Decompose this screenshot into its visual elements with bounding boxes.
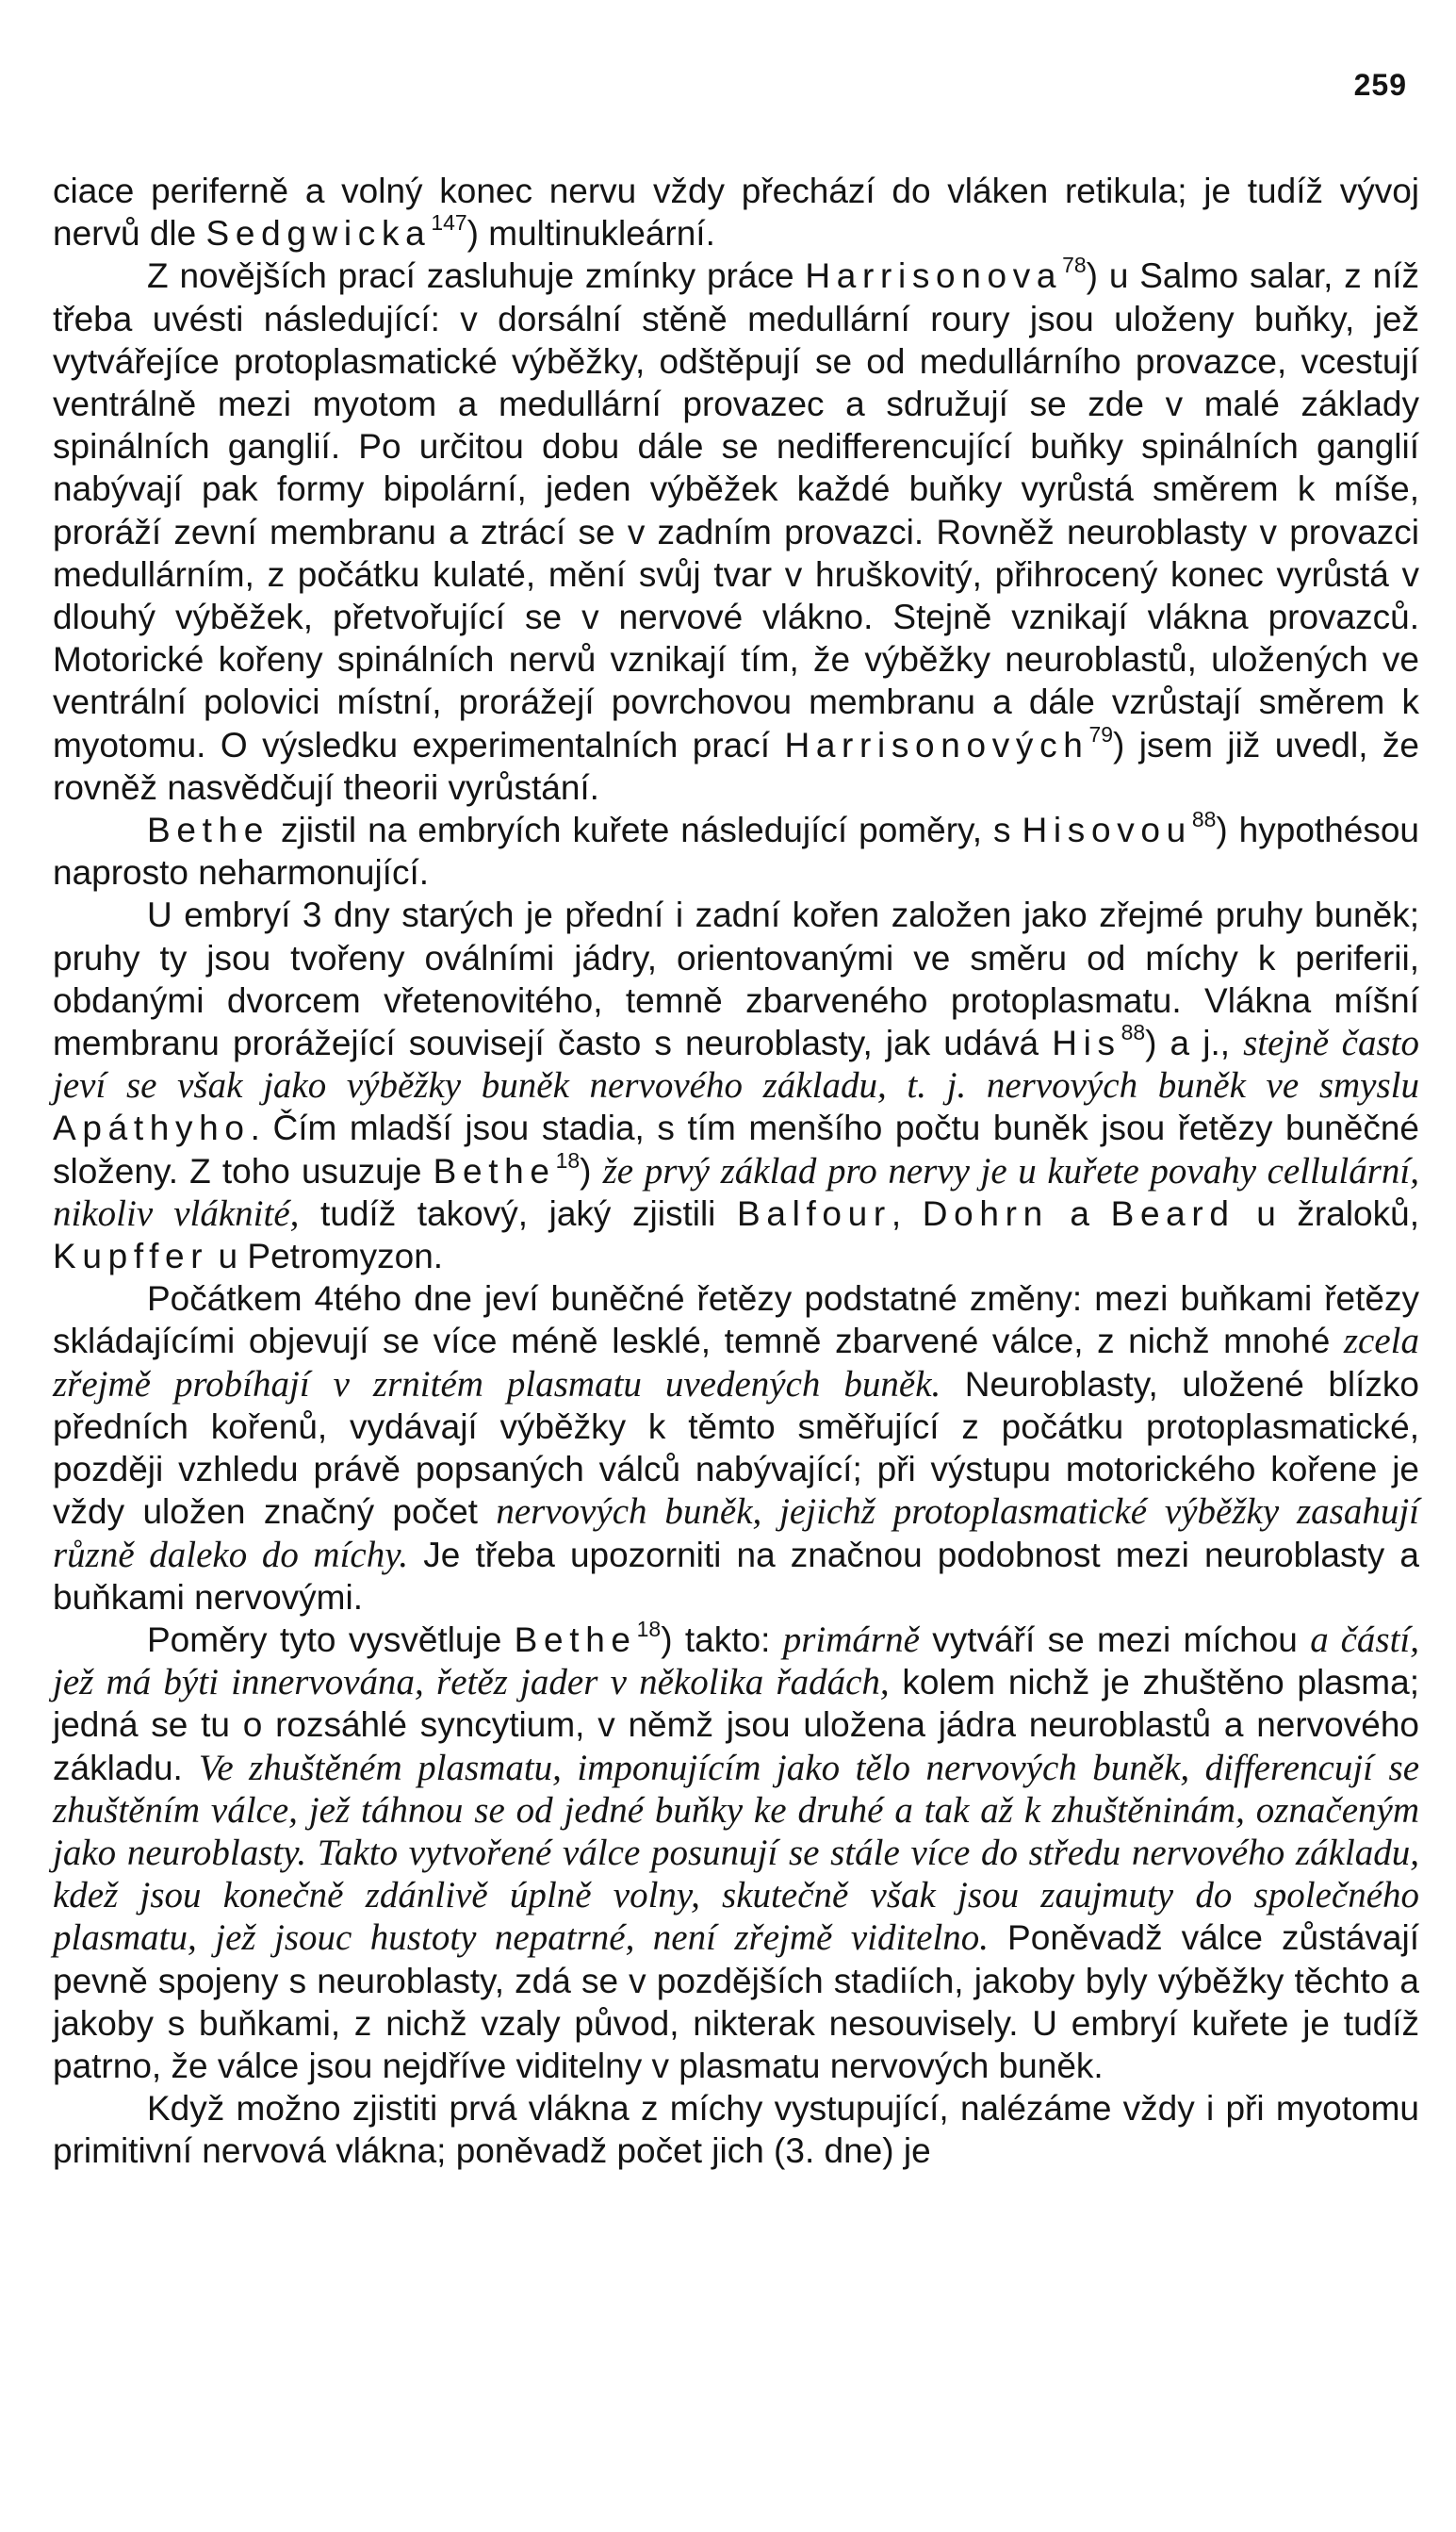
text-run: Z novějších prací zasluhuje zmínky práce	[147, 256, 806, 296]
author-name: Dohrn	[922, 1193, 1049, 1233]
text-run: ) jsem již uvedl, že rovněž nasvědčují theorii vyrůstání.	[53, 725, 1419, 807]
body-text	[53, 170, 1419, 2173]
italic-text: stejně často jeví se však jako výběžky buněk nervového základu, t. j. nervových buněk ve smyslu	[53, 1023, 1419, 1107]
text-run: Počátkem 4tého dne jeví buněčné řetězy podstatné změny: mezi buňkami řetězy skládajícími objevují se více méně lesklé, temně zbarvené válce, z nichž mnohé	[53, 1279, 1419, 1361]
author-name: Bethe	[514, 1619, 637, 1659]
text-run: tudíž takový, jaký zjistili	[299, 1193, 737, 1233]
italic-text: a částí, jež má býti innervována, řetěz jader v několika řadách,	[53, 1619, 1419, 1703]
text-run: u žraloků,	[1235, 1193, 1419, 1233]
author-name: Sedgwicka	[205, 214, 432, 254]
reference-number: 79	[1088, 721, 1114, 747]
italic-text: primárně	[782, 1619, 920, 1660]
text-run: ) u Salmo salar, z níž třeba uvésti následující: v dorsální stěně medullární roury jsou uloženy buňky, jež vytvářejíce protoplasmatické výběžky, odštěpují se od medullárního provazce, vcestují ventrálně mezi myotom a medullární provazec a sdružují se zde v malé základy spinálních ganglií. Po určitou dobu dále se nedifferencující buňky spinálních ganglií nabývají pak formy bipolární, jeden výběžek každé buňky vyrůstá směrem k míše, proráží zevní membranu a ztrácí se v zadním provazci. Rovněž neuroblasty v provazci medullárním, z počátku kulaté, mění svůj tvar v hruškovitý, přihrocený konec vyrůstá v dlouhý výběžek, přetvořující se v nervové vlákno. Stejně vznikají vlákna provazců. Motorické kořeny spinálních nervů vznikají tím, že výběžky neuroblastů, uložených ve ventrální polovici místní, prorážejí povrchovou membranu a dále vzrůstají směrem k myotomu. O výsledku experimentalních prací	[53, 256, 1419, 765]
text-run: ) multinukleární.	[466, 214, 715, 254]
text-run: zjistil na embryích kuřete následující poměry, s	[270, 811, 1022, 850]
author-name: Hisovou	[1022, 811, 1192, 850]
page-number: 259	[1353, 68, 1407, 102]
text-run: Poměry tyto vysvětluje	[147, 1619, 515, 1659]
text-run: kolem nichž je zhuštěno plasma; jedná se tu o rozsáhlé syncytium, v němž jsou uložena jádra neuroblastů a nervového základu.	[53, 1663, 1419, 1787]
text-run: u Petromyzon.	[208, 1237, 444, 1276]
paragraph-2	[53, 255, 1419, 809]
author-name: Beard	[1110, 1193, 1235, 1233]
text-run: Neuroblasty, uložené blízko předních kořenů, vydávají výběžky k těmto směřující z počátku protoplasmatické, později vzhledu právě popsaných válců nabývající; při výstupu motorického kořene je vždy uložen značný počet	[53, 1364, 1419, 1532]
paragraph-7	[53, 2087, 1419, 2172]
text-run: )	[580, 1151, 603, 1191]
reference-number: 147	[431, 210, 467, 236]
text-run: ,	[891, 1193, 923, 1233]
paragraph-5	[53, 1277, 1419, 1619]
text-run: ) takto:	[661, 1619, 783, 1659]
author-name: Apáthyho	[53, 1109, 251, 1148]
reference-number: 88	[1121, 1020, 1146, 1045]
text-run: vytváří se mezi míchou	[919, 1619, 1311, 1659]
text-run: . Čím mladší jsou stadia, s tím menšího počtu buněk jsou řetězy buněčné složeny. Z toho usuzuje	[53, 1109, 1419, 1191]
author-name: Bethe	[433, 1151, 556, 1191]
text-run: a	[1048, 1193, 1111, 1233]
paragraph-6	[53, 1616, 1420, 2087]
reference-number: 78	[1062, 253, 1087, 278]
text-run: Když možno zjistiti prvá vlákna z míchy vystupující, nalézáme vždy i při myotomu primitivní nervová vlákna; poněvadž počet jich (3. dne) je	[53, 2089, 1419, 2171]
text-run: ) hypothésou naprosto neharmonující.	[53, 811, 1419, 893]
italic-text: zcela zřejmě probíhají v zrnitém plasmatu uvedených buněk.	[53, 1321, 1419, 1405]
reference-number: 18	[636, 1616, 662, 1641]
author-name: Harrisonova	[805, 256, 1063, 296]
paragraph-1	[53, 170, 1419, 255]
italic-text: že prvý základ pro nervy je u kuřete povahy cellulární, nikoliv vláknité,	[53, 1150, 1419, 1234]
author-name: His	[1052, 1024, 1121, 1063]
italic-text: nervových buněk, jejichž protoplasmatické výběžky zasahují různě daleko do míchy.	[53, 1491, 1420, 1575]
text-run: Poněvadž válce zůstávají pevně spojeny s neuroblasty, zdá se v pozdějších stadiích, jakoby byly výběžky těchto a jakoby s buňkami, z nichž vzaly původ, nikterak nesouvisely. U embryí kuřete je tudíž patrno, že válce jsou nejdříve viditelny v plasmatu nervových buněk.	[53, 1918, 1420, 2085]
author-name: Balfour	[737, 1193, 892, 1233]
author-name: Bethe	[147, 811, 270, 850]
paragraph-4	[53, 894, 1419, 1277]
text-run: U embryí 3 dny starých je přední i zadní kořen založen jako zřejmé pruhy buněk; pruhy ty jsou tvořeny oválními jádry, orientovanými ve směru od míchy k periferii, obdanými dvorcem vřetenovitého, temně zbarveného protoplasmatu. Vlákna míšní membranu prorážející souvisejí často s neuroblasty, jak udává	[53, 896, 1419, 1063]
author-name: Harrisonových	[784, 725, 1089, 765]
text-run: ) a j.,	[1145, 1024, 1244, 1063]
italic-text: Ve zhuštěném plasmatu, imponujícím jako tělo nervových buněk, differencují se zhuštěním válce, jež táhnou se od jedné buňky ke druhé a tak až k zhuštěninám, označeným jako neuroblasty. Takto vytvořené válce posunují se stále více do středu nervového základu, kdež jsou konečně zdánlivě úplně volny, skutečně však jsou zaujmuty do společného plasmatu, jež jsouc hustoty nepatrné, není zřejmě viditelno.	[53, 1747, 1420, 1959]
reference-number: 18	[555, 1147, 581, 1173]
reference-number: 88	[1191, 807, 1217, 831]
author-name: Kupffer	[53, 1237, 209, 1276]
paragraph-3	[53, 809, 1419, 894]
text-run: ciace periferně a volný konec nervu vždy přechází do vláken retikula; je tudíž vývoj nervů dle	[53, 172, 1419, 254]
text-run: Je třeba upozorniti na značnou podobnost mezi neuroblasty a buňkami nervovými.	[53, 1535, 1419, 1617]
